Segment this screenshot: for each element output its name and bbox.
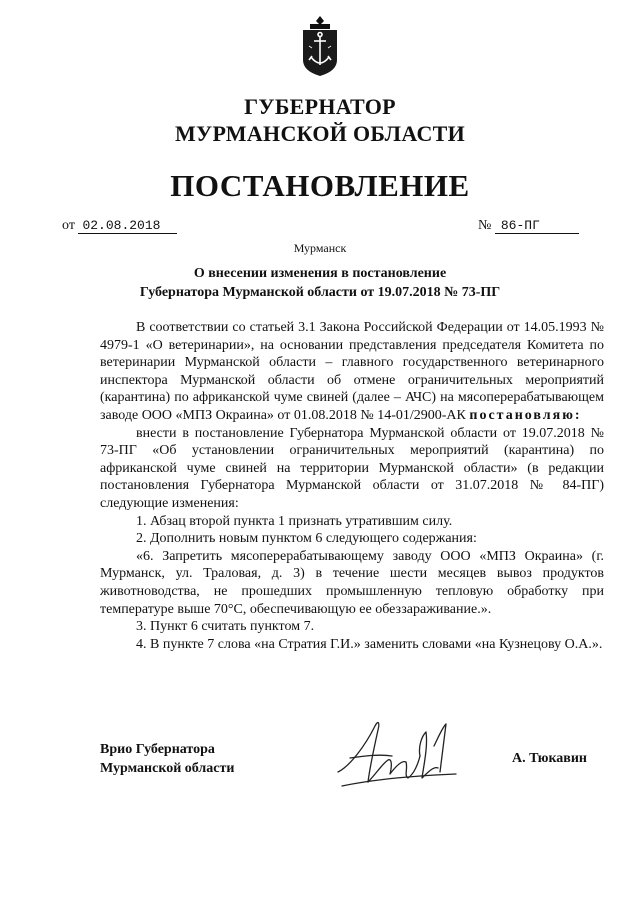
number-prefix: № xyxy=(478,218,492,233)
signatory-title-line2: Мурманской области xyxy=(100,761,235,776)
item-4: 4. В пункте 7 слова «на Стратия Г.И.» заменить словами «на Кузнецову О.А.». xyxy=(136,636,603,652)
date-prefix: от xyxy=(62,218,75,233)
intro-paragraph: внести в постановление Губернатора Мурманской области от 19.07.2018 № 73-ПГ «Об установлении ограничительных мероприятий (карантина) по африканской чуме свиней на территории Мурманской области» (в редакции постановления Губернатора Мурманской области от 31.07.2018 № 84-ПГ) следующие изменения: xyxy=(100,425,604,511)
handwritten-signature xyxy=(330,716,465,796)
signatory-title xyxy=(100,740,234,778)
decree-word: постановляю: xyxy=(469,407,582,423)
signatory-title-line1: Врио Губернатора xyxy=(100,742,215,757)
item-3: 3. Пункт 6 считать пунктом 7. xyxy=(136,619,315,635)
document-body xyxy=(100,319,604,653)
preamble-paragraph xyxy=(100,319,604,425)
document-type-title: ПОСТАНОВЛЕНИЕ xyxy=(170,168,470,203)
item-1: 1. Абзац второй пункта 1 признать утратившим силу. xyxy=(136,513,453,529)
item-2-quote: «6. Запретить мясоперерабатывающему заводу ООО «МПЗ Окраина» (г. Мурманск, ул. Траловая, д. 3) в течение шести месяцев вывоз продуктов животноводства, не прошедших промышленную тепловую обработку при температуре выше 70°С, обеспечивающую ее обеззараживание.». xyxy=(100,548,604,617)
signatory-name: А. Тюкавин xyxy=(512,751,587,766)
document-subject xyxy=(0,264,640,302)
city-name: Мурманск xyxy=(293,241,347,255)
subject-line2: Губернатора Мурманской области от 19.07.2018 № 73-ПГ xyxy=(139,285,501,300)
item-2: 2. Дополнить новым пунктом 6 следующего содержания: xyxy=(136,531,477,547)
document-number: 86-ПГ xyxy=(495,219,579,234)
authority-title-line2: МУРМАНСКОЙ ОБЛАСТИ xyxy=(174,121,466,146)
coat-of-arms-icon xyxy=(301,16,339,76)
document-number-row xyxy=(478,218,579,234)
document-date: 02.08.2018 xyxy=(78,219,177,234)
document-date-row xyxy=(62,218,177,234)
subject-line1: О внесении изменения в постановление xyxy=(193,266,447,281)
preamble-text: В соответствии со статьей 3.1 Закона Российской Федерации от 14.05.1993 № 4979-1 «О ветеринарии», на основании представления председателя Комитета по ветеринарии Мурманской области – главного государственного ветеринарного инспектора Мурманской области об отмене ограничительных мероприятий (карантина) по африканской чуме свиней (далее – АЧС) на мясоперерабатывающем заводе ООО «МПЗ Окраина» от 01.08.2018 № 14-01/2900-АК xyxy=(100,320,604,423)
authority-title-line1: ГУБЕРНАТОР xyxy=(244,94,396,119)
